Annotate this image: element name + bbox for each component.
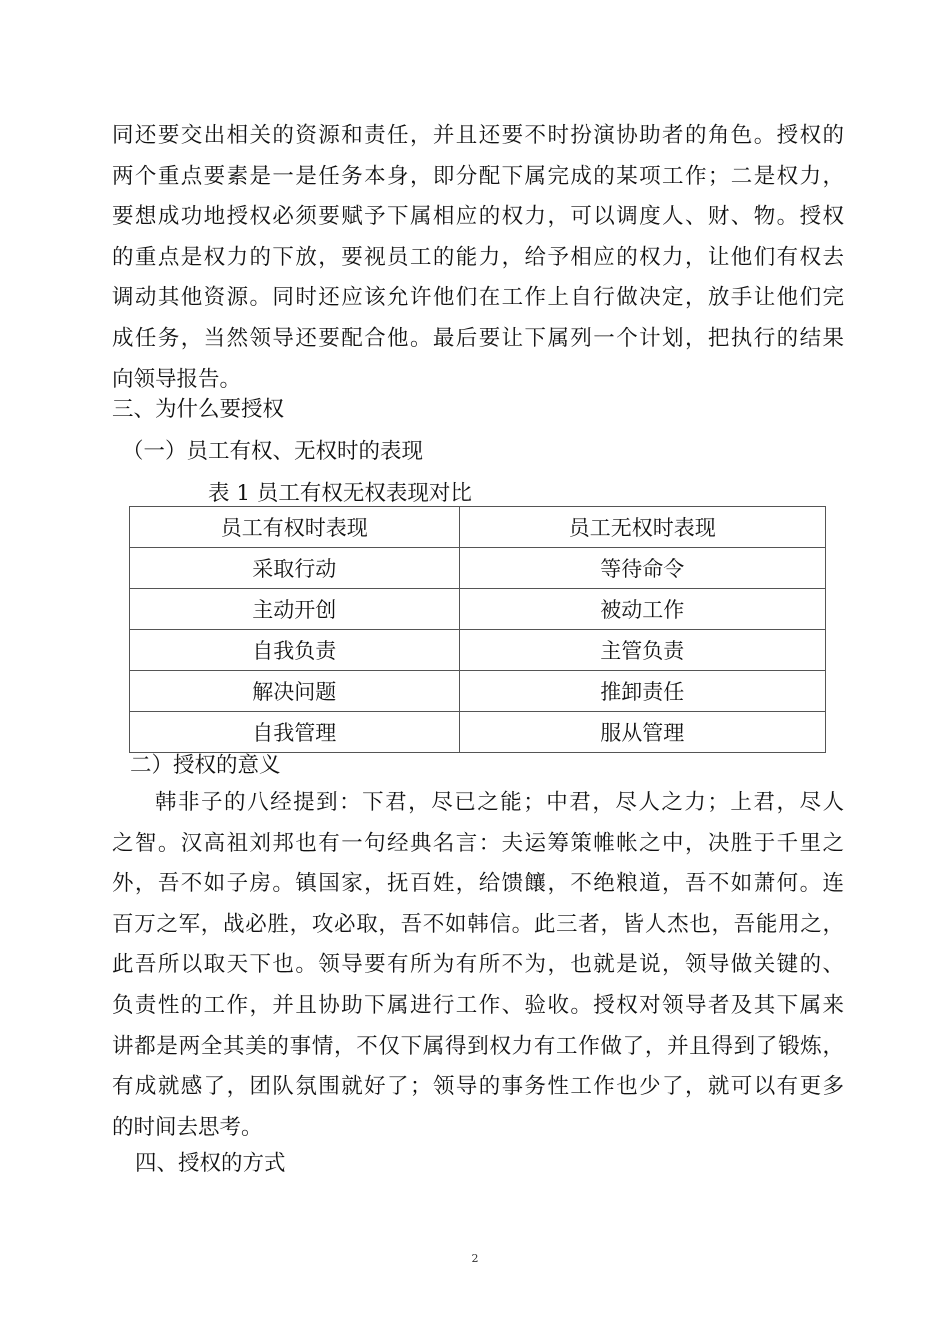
paragraph-line: 向领导报告。: [112, 366, 242, 392]
paragraph-line: 两个重点要素是一是任务本身，即分配下属完成的某项工作；二是权力，: [112, 163, 844, 189]
section-4-heading: 四、授权的方式: [135, 1151, 286, 1176]
table-cell: 自我负责: [130, 630, 460, 671]
paragraph-line: 同还要交出相关的资源和责任，并且还要不时扮演协助者的角色。授权的: [112, 123, 844, 148]
paragraph-significance: [112, 783, 844, 1148]
paragraph-line: 有成就感了，团队氛围就好了；领导的事务性工作也少了，就可以有更多: [112, 1074, 844, 1100]
table-cell: 自我管理: [130, 712, 460, 753]
paragraph-line: 讲都是两全其美的事情，不仅下属得到权力有工作做了，并且得到了锻炼，: [112, 1033, 844, 1059]
table-cell: 采取行动: [130, 548, 460, 589]
paragraph-line: 韩非子的八经提到：下君，尽已之能；中君，尽人之力；上君，尽人: [155, 790, 844, 815]
table-cell: 主动开创: [130, 589, 460, 630]
table-cell: 推卸责任: [459, 671, 825, 712]
paragraph-line: 的时间去思考。: [112, 1114, 263, 1140]
table-header-row: [130, 507, 826, 548]
table-row: [130, 630, 826, 671]
subsection-2-heading: 二）授权的意义: [130, 753, 281, 778]
table-cell: 主管负责: [459, 630, 825, 671]
table-row: [130, 589, 826, 630]
paragraph-line: 成任务，当然领导还要配合他。最后要让下属列一个计划，把执行的结果: [112, 325, 844, 351]
paragraph-line: 负责性的工作，并且协助下属进行工作、验收。授权对领导者及其下属来: [112, 992, 844, 1018]
table-header-cell: 员工无权时表现: [459, 507, 825, 548]
paragraph-line: 此吾所以取天下也。领导要有所为有所不为，也就是说，领导做关键的、: [112, 952, 844, 978]
table-caption: 表 1 员工有权无权表现对比: [208, 481, 472, 506]
table-cell: 等待命令: [459, 548, 825, 589]
paragraph-line: 调动其他资源。同时还应该允许他们在工作上自行做决定，放手让他们完: [112, 285, 844, 311]
comparison-table: [129, 506, 826, 753]
page-number: 2: [471, 1252, 479, 1265]
paragraph-line: 外，吾不如子房。镇国家，抚百姓，给馈饟，不绝粮道，吾不如萧何。连: [112, 871, 844, 897]
table-cell: 服从管理: [459, 712, 825, 753]
table-row: [130, 712, 826, 753]
table-header-cell: 员工有权时表现: [130, 507, 460, 548]
table-cell: 解决问题: [130, 671, 460, 712]
paragraph-line: 百万之军，战必胜，攻必取，吾不如韩信。此三者，皆人杰也，吾能用之，: [112, 911, 844, 937]
paragraph-line: 要想成功地授权必须要赋予下属相应的权力，可以调度人、财、物。授权: [112, 204, 844, 230]
paragraph-delegation-elements: [112, 116, 844, 400]
paragraph-line: 的重点是权力的下放，要视员工的能力，给予相应的权力，让他们有权去: [112, 244, 844, 270]
section-3-heading: 三、为什么要授权: [112, 397, 285, 422]
paragraph-line: 之智。汉高祖刘邦也有一句经典名言：夫运筹策帷帐之中，决胜于千里之: [112, 830, 844, 856]
table-cell: 被动工作: [459, 589, 825, 630]
table-row: [130, 671, 826, 712]
table-row: [130, 548, 826, 589]
subsection-1-heading: （一）员工有权、无权时的表现: [122, 439, 424, 464]
